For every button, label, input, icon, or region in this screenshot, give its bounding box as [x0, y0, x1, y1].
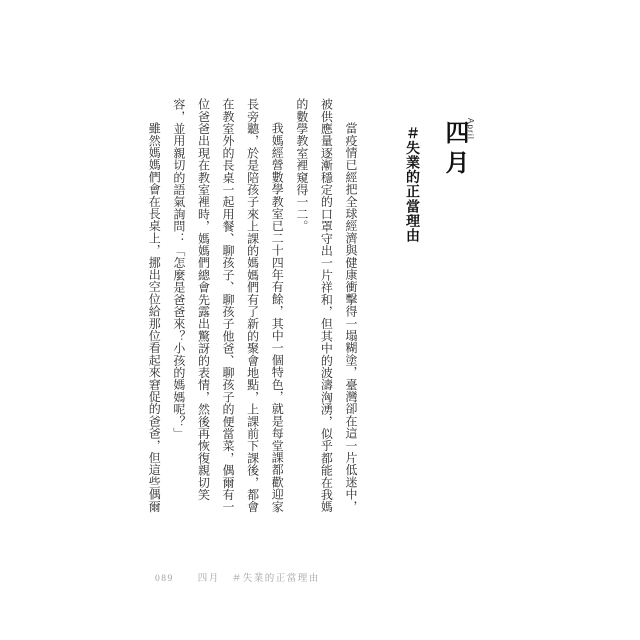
- chapter-title-english: April: [466, 118, 475, 141]
- body-text: [142, 98, 363, 514]
- footer-chapter-title: 四月: [197, 574, 220, 584]
- paragraph-3: 雖然媽媽們會在長桌上，挪出空位給那位看起來窘促的爸爸，但這些偶爾: [147, 122, 162, 513]
- chapter-title: 四月: [441, 120, 467, 180]
- page-number: 089: [155, 574, 174, 584]
- page-footer: [155, 570, 320, 584]
- footer-section-title: ＃失業的正當理由: [231, 574, 320, 584]
- paragraph-2: 我媽經營數學教室已二十四年有餘，其中一個特色，就是每堂課都歡迎家長旁聽，於是陪孩子來上課的媽媽們有了新的聚會地點，上課前下課後，都會在教室外的長桌一起用餐、聊孩子、聊孩子他爸、聊孩子的便當菜，偶爾有一位爸爸出現在教室裡時，媽媽們總會先露出驚訝的表情，然後再恢復親切笑容，並用親切的語氣詢問：「怎麼是爸爸來？小孩的媽媽呢？」: [171, 98, 285, 513]
- chapter-subtitle: ＃失業的正當理由: [404, 126, 419, 243]
- paragraph-1: 當疫情已經把全球經濟與健康衝擊得一塌糊塗，臺灣卻在這一片低迷中，被供應量逐漸穩定的口罩守出一片祥和，但其中的波濤洶湧，似乎都能在我媽的數學教室裡窺得一二。: [294, 98, 358, 513]
